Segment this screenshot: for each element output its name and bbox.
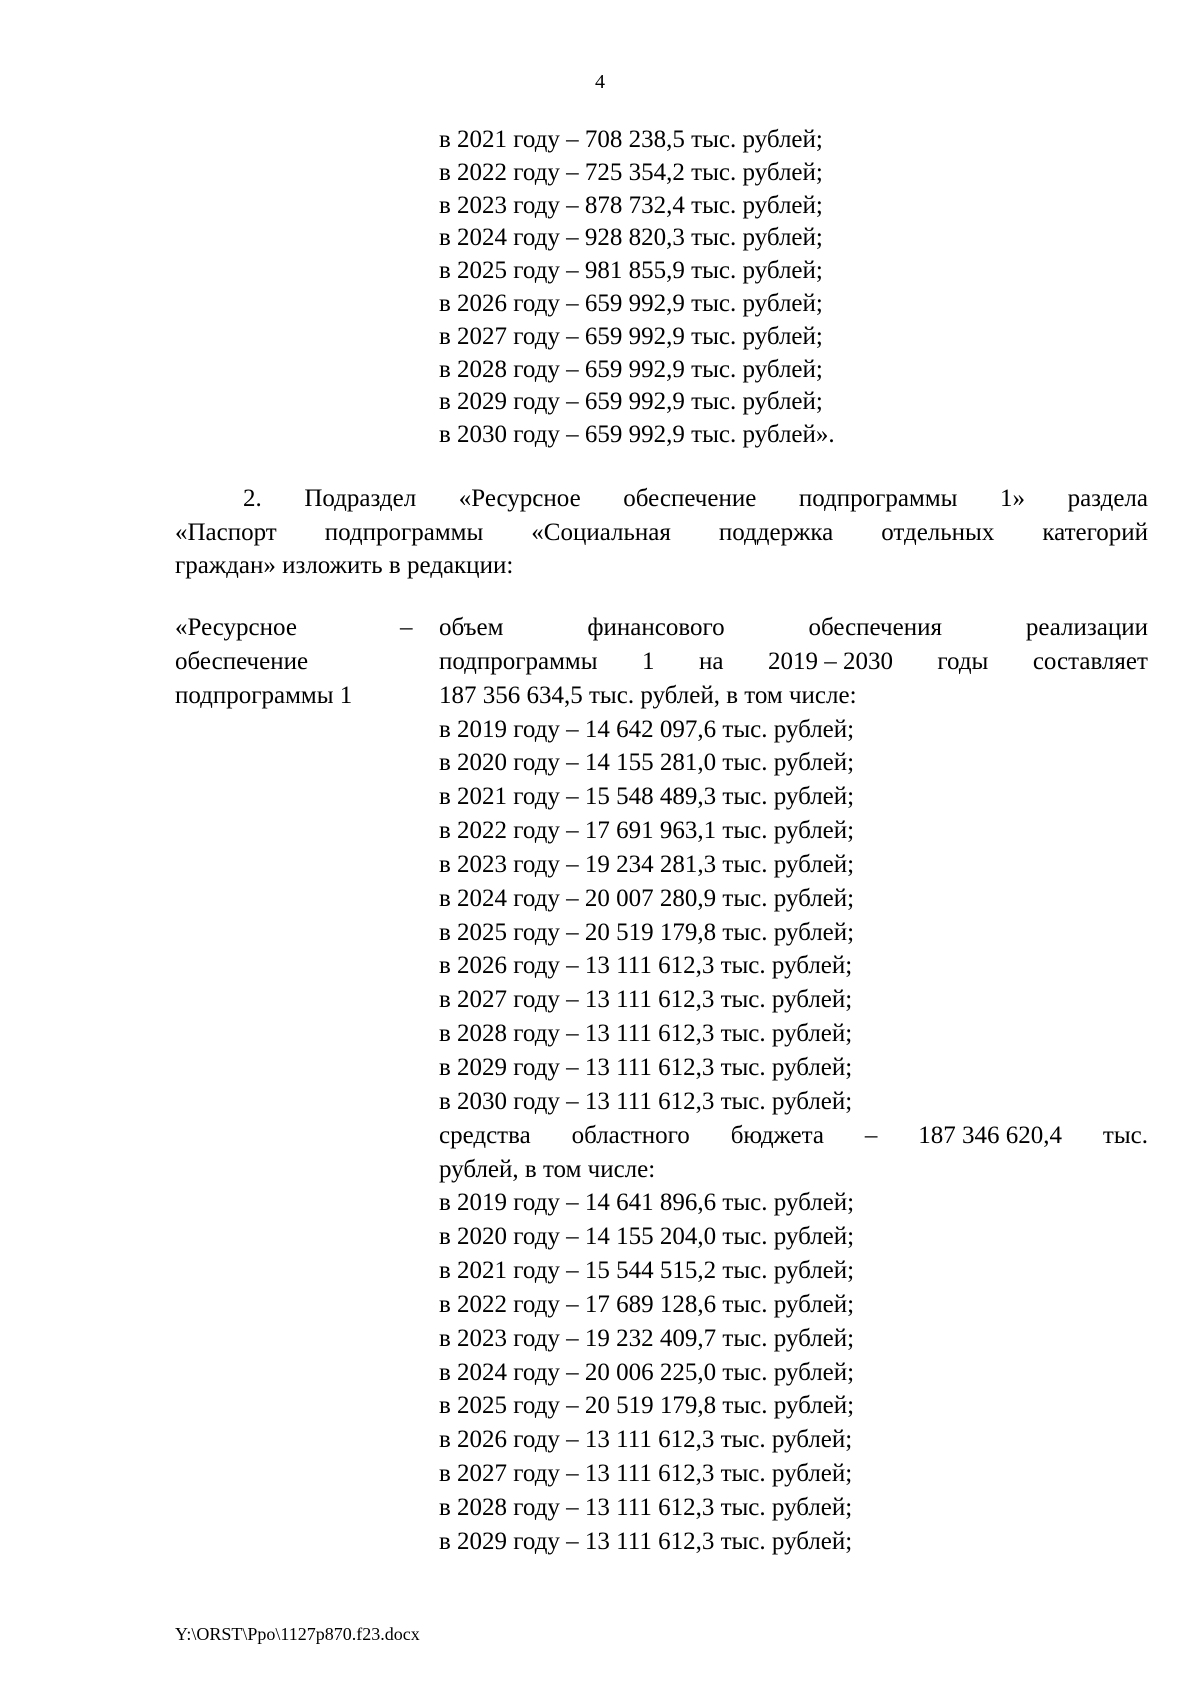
table-label-cell [175,611,405,713]
funding-by-year-list [439,124,999,452]
year-regional-item: в 2028 году – 13 111 612,3 тыс. рублей; [439,1493,853,1521]
year-regional-item: в 2019 году – 14 641 896,6 тыс. рублей; [439,1189,855,1217]
amendment-paragraph [175,482,1148,583]
word: финансового [587,614,725,641]
list-item: в 2025 году – 981 855,9 тыс. рублей; [439,257,823,285]
year-regional-item: в 2024 году – 20 006 225,0 тыс. рублей; [439,1358,855,1386]
year-regional-item: в 2022 году – 17 689 128,6 тыс. рублей; [439,1290,855,1318]
list-item: в 2030 году – 659 992,9 тыс. рублей». [439,421,835,449]
list-item: в 2029 году – 659 992,9 тыс. рублей; [439,388,823,416]
year-total-item: в 2030 году – 13 111 612,3 тыс. рублей; [439,1087,853,1115]
year-total-item: в 2023 году – 19 234 281,3 тыс. рублей; [439,850,855,878]
table-value-cell [439,611,1148,1559]
word: 2019 – 2030 [767,647,893,675]
label-line: обеспечение [175,647,309,675]
intro-line [439,611,1148,645]
year-total-item: в 2026 году – 13 111 612,3 тыс. рублей; [439,952,853,980]
word: 1 [642,647,655,675]
word: составляет [1032,647,1148,675]
page-number: 4 [595,71,605,93]
separator-dash: – [400,614,413,641]
word: областного [571,1121,690,1149]
year-regional-item: в 2027 году – 13 111 612,3 тыс. рублей; [439,1460,853,1488]
list-item: в 2027 году – 659 992,9 тыс. рублей; [439,322,823,350]
label-line: подпрограммы 1 [175,681,353,709]
paragraph-line: 2. Подраздел «Ресурсное обеспечение подпрограммы 1» раздела [243,485,1148,512]
list-item: в 2021 году – 708 238,5 тыс. рублей; [439,126,823,153]
label-line: «Ресурсное [175,614,297,641]
year-regional-item: в 2020 году – 14 155 204,0 тыс. рублей; [439,1223,855,1251]
year-total-item: в 2024 году – 20 007 280,9 тыс. рублей; [439,884,855,912]
word: подпрограммы [439,647,598,675]
word: бюджета [730,1121,824,1149]
word: реализации [1025,614,1148,641]
year-regional-item: в 2025 году – 20 519 179,8 тыс. рублей; [439,1392,855,1420]
year-total-item: в 2027 году – 13 111 612,3 тыс. рублей; [439,986,853,1014]
list-item: в 2026 году – 659 992,9 тыс. рублей; [439,289,823,317]
year-total-item: в 2025 году – 20 519 179,8 тыс. рублей; [439,918,855,946]
year-regional-item: в 2021 году – 15 544 515,2 тыс. рублей; [439,1257,855,1285]
paragraph-line: граждан» изложить в редакции: [175,552,514,579]
list-item: в 2023 году – 878 732,4 тыс. рублей; [439,191,823,219]
file-path-footer: Y:\ORST\Ppo\1127p870.f23.docx [175,1624,420,1644]
word: на [698,647,724,675]
word: 187 346 620,4 [918,1121,1062,1149]
word: годы [937,647,989,675]
paragraph-line: «Паспорт подпрограммы «Социальная поддержка отдельных категорий [175,518,1148,546]
year-regional-item: в 2023 году – 19 232 409,7 тыс. рублей; [439,1324,855,1352]
word: – [864,1121,878,1149]
word: средства [439,1121,531,1149]
regional-budget-line [439,1119,1148,1153]
year-regional-item: в 2026 году – 13 111 612,3 тыс. рублей; [439,1426,853,1454]
list-item: в 2028 году – 659 992,9 тыс. рублей; [439,355,823,383]
year-total-item: в 2029 году – 13 111 612,3 тыс. рублей; [439,1053,853,1081]
year-total-item: в 2021 году – 15 548 489,3 тыс. рублей; [439,783,855,811]
word: обеспечения [808,614,942,641]
list-item: в 2022 году – 725 354,2 тыс. рублей; [439,158,823,186]
year-total-item: в 2028 году – 13 111 612,3 тыс. рублей; [439,1020,853,1048]
year-total-item: в 2022 году – 17 691 963,1 тыс. рублей; [439,817,855,845]
word: объем [439,614,504,641]
year-total-item: в 2019 году – 14 642 097,6 тыс. рублей; [439,715,855,743]
regional-budget-line: рублей, в том числе: [439,1155,656,1183]
list-item: в 2024 году – 928 820,3 тыс. рублей; [439,224,823,252]
year-regional-item: в 2029 году – 13 111 612,3 тыс. рублей; [439,1527,853,1555]
year-total-item: в 2020 году – 14 155 281,0 тыс. рублей; [439,749,855,777]
intro-line: 187 356 634,5 тыс. рублей, в том числе: [439,681,857,709]
intro-line [439,645,1148,679]
word: тыс. [1102,1121,1148,1149]
